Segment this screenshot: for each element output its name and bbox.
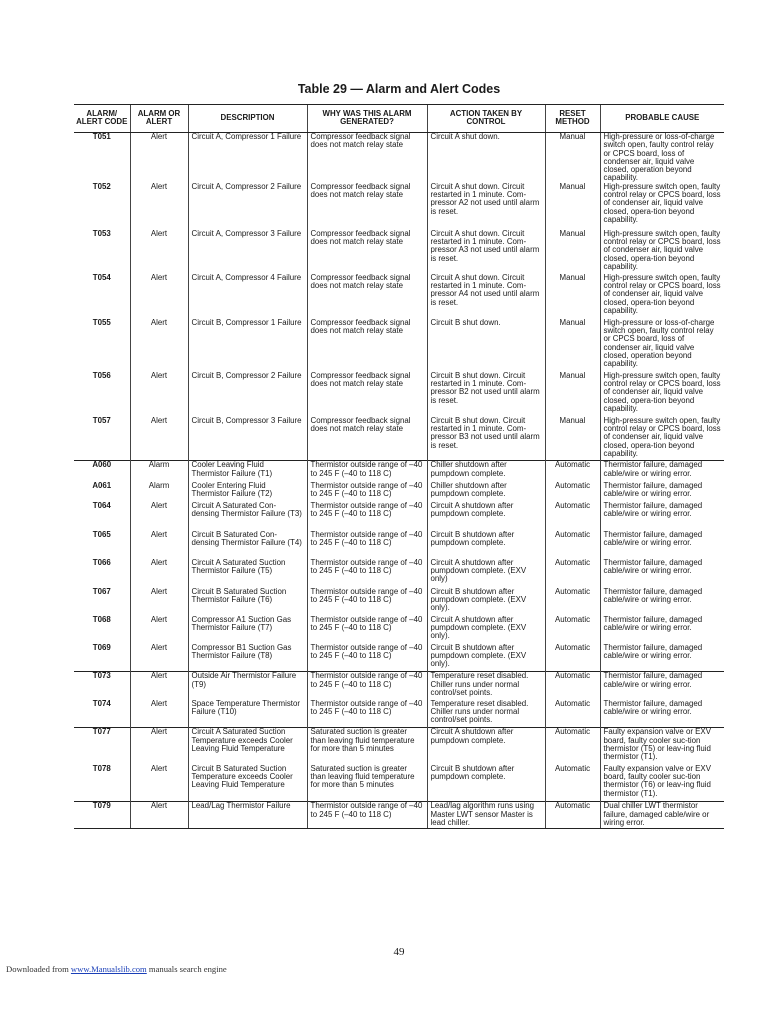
cell-action: Circuit B shutdown after pumpdown complete. [427,531,545,559]
header-description: DESCRIPTION [188,105,307,133]
cell-code: T053 [92,228,111,238]
cell-code: T056 [92,370,111,380]
cell-cause: High-pressure or loss-of-charge switch open, faulty control relay or CPCS board, loss of condenser air, liquid valve closed, operation beyond capability. [600,133,724,183]
cell-description: Compressor A1 Suction Gas Thermistor Failure (T7) [188,616,307,644]
cell-cause: Faulty expansion valve or EXV board, faulty cooler suc-tion thermistor (T6) or leav-ing fluid thermistor (T1). [600,765,724,802]
cell-code: T054 [92,272,111,282]
cell-type: Alarm [130,482,188,502]
cell-action: Circuit A shutdown after pumpdown complete. [427,728,545,765]
cell-type: Alert [130,672,188,700]
cell-cause: Thermistor failure, damaged cable/wire or wiring error. [600,482,724,502]
cell-cause: Thermistor failure, damaged cable/wire or wiring error. [600,700,724,728]
footer-prefix: Downloaded from [6,964,71,974]
cell-action: Circuit B shutdown after pumpdown complete. [427,765,545,802]
cell-code: T067 [92,586,111,596]
cell-reset: Automatic [545,700,600,728]
cell-cause: High-pressure switch open, faulty control relay or CPCS board, loss of condenser air, liquid valve closed, opera-tion beyond capability. [600,230,724,274]
cell-type: Alert [130,559,188,588]
cell-description: Cooler Entering Fluid Thermistor Failure (T2) [188,482,307,502]
cell-action: Circuit B shut down. [427,319,545,372]
cell-type: Alert [130,230,188,274]
cell-cause: Dual chiller LWT thermistor failure, damaged cable/wire or wiring error. [600,802,724,829]
table-row [74,728,724,765]
cell-why: Saturated suction is greater than leaving fluid temperature for more than 5 minutes [307,728,427,765]
cell-cause: Thermistor failure, damaged cable/wire or wiring error. [600,644,724,672]
cell-type: Alert [130,765,188,802]
cell-description: Cooler Leaving Fluid Thermistor Failure (T1) [188,461,307,482]
cell-code: T065 [92,529,111,539]
cell-type: Alert [130,417,188,461]
cell-action: Temperature reset disabled. Chiller runs under normal control/set points. [427,700,545,728]
cell-description: Circuit A Saturated Suction Temperature exceeds Cooler Leaving Fluid Temperature [188,728,307,765]
manualslib-link[interactable]: www.Manualslib.com [70,964,147,974]
cell-reset: Manual [545,183,600,230]
cell-reset: Automatic [545,644,600,672]
table-header [74,105,724,133]
cell-description: Circuit B, Compressor 3 Failure [188,417,307,461]
cell-cause: Thermistor failure, damaged cable/wire or wiring error. [600,502,724,531]
cell-reset: Automatic [545,461,600,482]
cell-code: T068 [92,614,111,624]
cell-description: Circuit B Saturated Suction Thermistor Failure (T6) [188,588,307,616]
cell-action: Circuit A shut down. Circuit restarted in 1 minute. Com-pressor A3 not used until alarm is reset. [427,230,545,274]
cell-action: Chiller shutdown after pumpdown complete. [427,461,545,482]
table-row [74,616,724,644]
cell-reset: Automatic [545,482,600,502]
cell-description: Circuit B Saturated Con-densing Thermistor Failure (T4) [188,531,307,559]
cell-why: Thermistor outside range of –40 to 245 F (–40 to 118 C) [307,672,427,700]
cell-type: Alert [130,588,188,616]
header-action: ACTION TAKEN BY CONTROL [427,105,545,133]
cell-code: T052 [92,181,111,191]
cell-description: Circuit A, Compressor 1 Failure [188,133,307,183]
cell-code: T073 [74,672,130,700]
table-row [74,644,724,672]
cell-why: Thermistor outside range of –40 to 245 F (–40 to 118 C) [307,559,427,588]
download-footer [6,964,227,974]
table-row [74,765,724,802]
cell-code: T077 [74,728,130,765]
table-body [74,133,724,829]
cell-type: Alert [130,319,188,372]
cell-description: Circuit A, Compressor 4 Failure [188,274,307,319]
table-row [74,502,724,531]
cell-description: Circuit B, Compressor 1 Failure [188,319,307,372]
table-row [74,133,724,183]
cell-why: Compressor feedback signal does not match relay state [307,274,427,319]
cell-reset: Manual [545,417,600,461]
cell-description: Circuit B Saturated Suction Temperature exceeds Cooler Leaving Fluid Temperature [188,765,307,802]
table-row [74,274,724,319]
cell-code: T079 [74,802,130,829]
cell-why: Compressor feedback signal does not match relay state [307,230,427,274]
cell-reset: Automatic [545,559,600,588]
cell-reset: Automatic [545,502,600,531]
cell-action: Circuit A shut down. Circuit restarted in 1 minute. Com-pressor A2 not used until alarm is reset. [427,183,545,230]
table-row [74,700,724,728]
header-type: ALARM OR ALERT [130,105,188,133]
cell-action: Circuit A shut down. Circuit restarted in 1 minute. Com-pressor A4 not used until alarm is reset. [427,274,545,319]
cell-action: Circuit B shutdown after pumpdown complete. (EXV only). [427,644,545,672]
cell-cause: High-pressure switch open, faulty control relay or CPCS board, loss of condenser air, liquid valve closed, opera-tion beyond capability. [600,274,724,319]
cell-why: Thermistor outside range of –40 to 245 F (–40 to 118 C) [307,502,427,531]
cell-reset: Manual [545,133,600,183]
cell-type: Alert [130,802,188,829]
cell-why: Thermistor outside range of –40 to 245 F (–40 to 118 C) [307,531,427,559]
table-row [74,319,724,372]
cell-reset: Automatic [545,672,600,700]
table-row [74,183,724,230]
cell-code: T051 [92,132,111,141]
cell-why: Thermistor outside range of –40 to 245 F (–40 to 118 C) [307,588,427,616]
cell-cause: High-pressure or loss-of-charge switch open, faulty control relay or CPCS board, loss of condenser air, liquid valve closed, operation beyond capability. [600,319,724,372]
cell-reset: Automatic [545,588,600,616]
cell-description: Space Temperature Thermistor Failure (T10) [188,700,307,728]
table-row [74,230,724,274]
table-row [74,531,724,559]
cell-action: Circuit B shut down. Circuit restarted in 1 minute. Com-pressor B3 not used until alarm is reset. [427,417,545,461]
cell-why: Compressor feedback signal does not match relay state [307,133,427,183]
cell-reset: Manual [545,230,600,274]
cell-code: A061 [92,480,112,490]
cell-action: Circuit B shut down. Circuit restarted in 1 minute. Com-pressor B2 not used until alarm is reset. [427,372,545,417]
cell-code: T078 [92,763,111,773]
cell-description: Circuit A Saturated Con-densing Thermistor Failure (T3) [188,502,307,531]
cell-cause: High-pressure switch open, faulty control relay or CPCS board, loss of condenser air, liquid valve closed, opera-tion beyond capability. [600,183,724,230]
cell-description: Circuit B, Compressor 2 Failure [188,372,307,417]
cell-type: Alert [130,644,188,672]
cell-description: Lead/Lag Thermistor Failure [188,802,307,829]
cell-description: Circuit A, Compressor 2 Failure [188,183,307,230]
cell-type: Alert [130,728,188,765]
cell-reset: Automatic [545,728,600,765]
cell-reset: Automatic [545,531,600,559]
cell-why: Thermistor outside range of –40 to 245 F (–40 to 118 C) [307,461,427,482]
cell-cause: Thermistor failure, damaged cable/wire or wiring error. [600,559,724,588]
cell-description: Circuit A, Compressor 3 Failure [188,230,307,274]
table-row [74,559,724,588]
cell-code: T066 [92,557,111,567]
footer-suffix: manuals search engine [146,964,227,974]
cell-code: T064 [92,500,111,510]
header-why: WHY WAS THIS ALARM GENERATED? [307,105,427,133]
cell-code: T069 [92,642,111,652]
table-row [74,588,724,616]
cell-action: Circuit A shutdown after pumpdown complete. (EXV only). [427,616,545,644]
cell-type: Alert [130,502,188,531]
cell-reset: Manual [545,372,600,417]
header-cause: PROBABLE CAUSE [600,105,724,133]
cell-cause: Thermistor failure, damaged cable/wire or wiring error. [600,616,724,644]
cell-why: Compressor feedback signal does not match relay state [307,417,427,461]
table-row [74,482,724,502]
cell-type: Alert [130,531,188,559]
header-code: ALARM/ ALERT CODE [74,105,130,133]
cell-reset: Automatic [545,765,600,802]
header-reset: RESET METHOD [545,105,600,133]
cell-cause: Faulty expansion valve or EXV board, faulty cooler suc-tion thermistor (T5) or leav-ing fluid thermistor (T1). [600,728,724,765]
table-row [74,461,724,482]
cell-type: Alert [130,616,188,644]
page-number: 49 [393,946,405,958]
cell-type: Alert [130,133,188,183]
cell-cause: Thermistor failure, damaged cable/wire or wiring error. [600,588,724,616]
cell-cause: Thermistor failure, damaged cable/wire or wiring error. [600,531,724,559]
table-row [74,417,724,461]
cell-type: Alert [130,183,188,230]
cell-type: Alert [130,274,188,319]
cell-why: Thermistor outside range of –40 to 245 F (–40 to 118 C) [307,700,427,728]
cell-type: Alarm [130,461,188,482]
cell-why: Compressor feedback signal does not match relay state [307,183,427,230]
cell-reset: Automatic [545,802,600,829]
cell-why: Compressor feedback signal does not match relay state [307,319,427,372]
cell-action: Chiller shutdown after pumpdown complete. [427,482,545,502]
cell-why: Saturated suction is greater than leaving fluid temperature for more than 5 minutes [307,765,427,802]
table-row [74,802,724,829]
table-title: Table 29 — Alarm and Alert Codes [297,82,501,96]
cell-action: Circuit A shut down. [427,133,545,183]
cell-why: Thermistor outside range of –40 to 245 F (–40 to 118 C) [307,802,427,829]
cell-cause: Thermistor failure, damaged cable/wire or wiring error. [600,672,724,700]
cell-code: A060 [74,461,130,482]
cell-why: Compressor feedback signal does not match relay state [307,372,427,417]
cell-action: Circuit B shutdown after pumpdown complete. (EXV only). [427,588,545,616]
cell-description: Circuit A Saturated Suction Thermistor Failure (T5) [188,559,307,588]
table-row [74,372,724,417]
cell-action: Circuit A shutdown after pumpdown complete. (EXV only) [427,559,545,588]
cell-type: Alert [130,372,188,417]
cell-action: Circuit A shutdown after pumpdown complete. [427,502,545,531]
cell-description: Outside Air Thermistor Failure (T9) [188,672,307,700]
cell-cause: High-pressure switch open, faulty control relay or CPCS board, loss of condenser air, liquid valve closed, opera-tion beyond capability. [600,372,724,417]
cell-cause: High-pressure switch open, faulty control relay or CPCS board, loss of condenser air, liquid valve closed, opera-tion beyond capability. [600,417,724,461]
cell-reset: Manual [545,319,600,372]
cell-why: Thermistor outside range of –40 to 245 F (–40 to 118 C) [307,616,427,644]
cell-code: T055 [92,317,111,327]
cell-reset: Automatic [545,616,600,644]
cell-action: Lead/lag algorithm runs using Master LWT sensor Master is lead chiller. [427,802,545,829]
cell-code: T057 [92,415,111,425]
cell-why: Thermistor outside range of –40 to 245 F (–40 to 118 C) [307,644,427,672]
alarm-alert-codes-table [74,104,724,829]
cell-description: Compressor B1 Suction Gas Thermistor Failure (T8) [188,644,307,672]
table-row [74,672,724,700]
cell-reset: Manual [545,274,600,319]
cell-action: Temperature reset disabled. Chiller runs under normal control/set points. [427,672,545,700]
cell-code: T074 [92,698,111,708]
cell-type: Alert [130,700,188,728]
cell-cause: Thermistor failure, damaged cable/wire or wiring error. [600,461,724,482]
cell-why: Thermistor outside range of –40 to 245 F (–40 to 118 C) [307,482,427,502]
